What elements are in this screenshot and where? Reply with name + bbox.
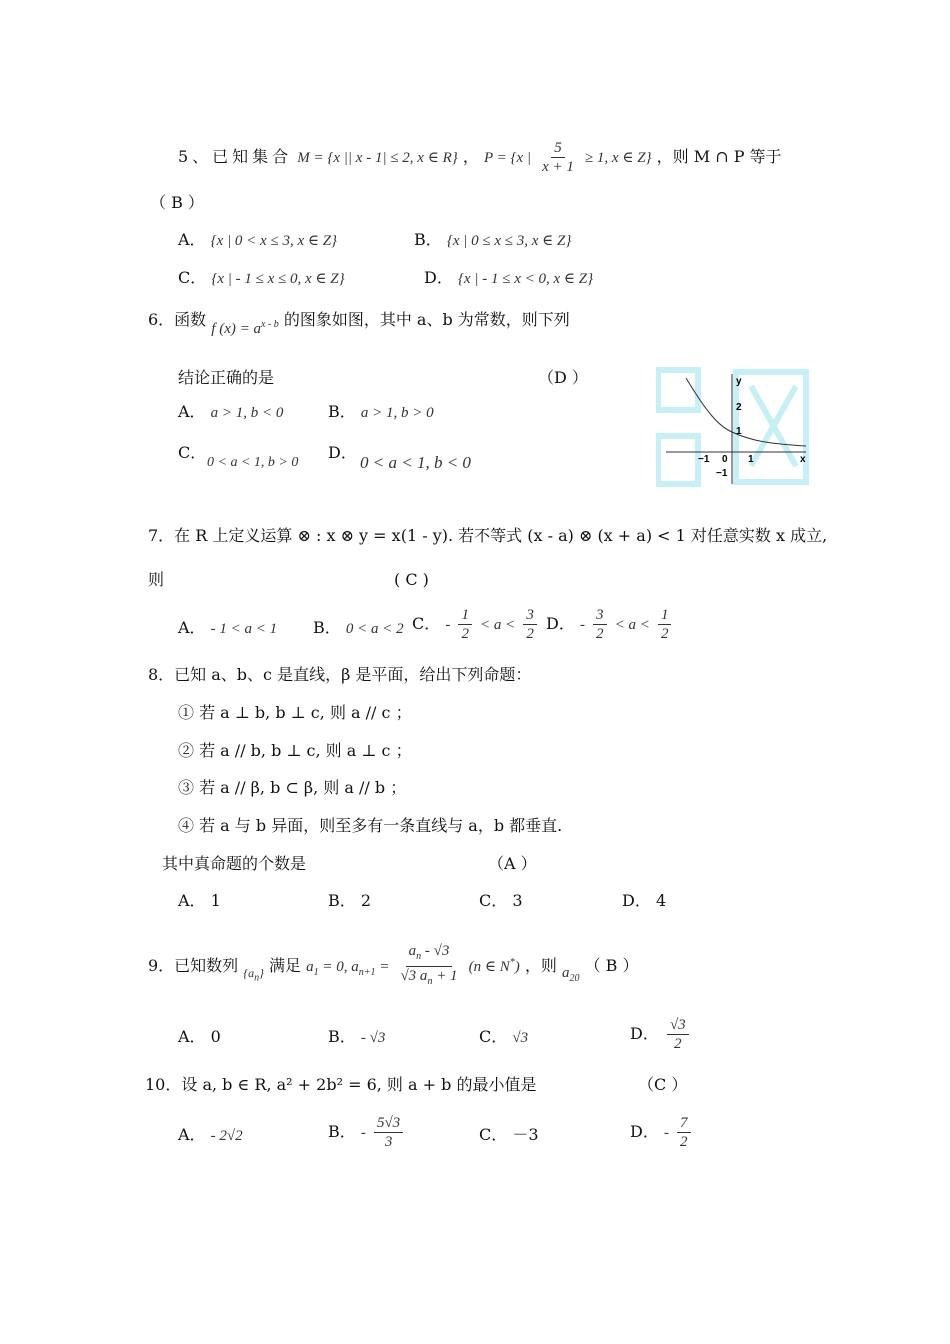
q10-option-c	[479, 1124, 539, 1146]
option-label: A．	[178, 1027, 206, 1046]
q9-den-sub: n	[427, 976, 433, 987]
q5-option-a	[178, 229, 337, 252]
option-sign: -	[445, 617, 451, 633]
q7-option-a	[178, 617, 277, 640]
option-label: D．	[424, 268, 453, 287]
q9-seq-close: }	[259, 966, 264, 980]
option-fraction	[593, 606, 607, 643]
q9-prefix: 9．已知数列	[148, 956, 239, 975]
option-label: C．	[479, 1125, 508, 1144]
q9-num-a: a	[408, 943, 417, 959]
q9-num-rest: - √3	[424, 943, 450, 959]
q9-cond: (n ∈ N	[468, 959, 510, 975]
q10-line: 10．设 a, b ∈ R, a² + 2b² = 6, 则 a + b 的最小值是	[145, 1075, 537, 1094]
option-expr: 0	[210, 1027, 221, 1046]
q9-a1-rest: = 0, a	[322, 959, 359, 975]
option-expr: - 1 < a < 1	[210, 621, 278, 637]
q9-answer: （ B ）	[584, 956, 639, 975]
option-sign: -	[360, 1125, 366, 1141]
q5-option-c	[178, 267, 345, 290]
axis-label-y: y	[736, 376, 742, 387]
option-label: B．	[414, 230, 442, 249]
option-expr: 0 < a < 2	[345, 621, 404, 637]
q10-option-a	[178, 1124, 243, 1147]
watermark-block	[658, 436, 698, 484]
q5-answer: （ B ）	[150, 193, 204, 212]
option-label: C．	[412, 614, 441, 633]
option-expr: a > 1, b < 0	[210, 405, 284, 421]
q6-func-exp: x - b	[260, 319, 279, 330]
frac-den: 2	[680, 1134, 688, 1150]
option-label: B．	[328, 402, 356, 421]
q7-line2: 则	[148, 570, 165, 589]
option-label: D．	[630, 1024, 659, 1043]
q9-cond-sup: *	[509, 957, 515, 968]
q6-option-c-expr: 0 < a < 1, b > 0	[207, 455, 299, 470]
q9-cond-close: )	[514, 959, 520, 975]
q9-initial	[306, 959, 390, 978]
option-label: B．	[328, 891, 356, 910]
frac-den: 2	[526, 626, 534, 642]
q9-option-b	[328, 1026, 385, 1049]
q8-option-d	[622, 890, 666, 912]
q8-option-b	[328, 890, 371, 912]
q6-text: 的图象如图，其中 a、b 为常数，则下列	[283, 310, 570, 329]
q9-eq: =	[379, 959, 390, 975]
option-label: C．	[479, 1027, 508, 1046]
frac-den: 3	[384, 1134, 393, 1150]
q6-func-base: f (x) = a	[211, 321, 261, 337]
q9-a20-sub: 20	[569, 973, 580, 984]
option-fraction	[523, 606, 537, 643]
option-expr: {x | - 1 ≤ x < 0, x ∈ Z}	[457, 271, 594, 287]
tick-x-neg1: −1	[698, 454, 710, 465]
option-expr: 3	[512, 891, 523, 910]
option-label: C．	[178, 268, 207, 287]
q9-den-rest: + 1	[436, 968, 458, 984]
q5-stem	[178, 139, 782, 176]
q10-answer: （C ）	[638, 1075, 688, 1094]
q9-a1: a	[306, 959, 314, 975]
option-label: A．	[178, 618, 206, 637]
q5-option-b	[414, 229, 571, 252]
option-label: B．	[313, 618, 341, 637]
option-fraction	[458, 606, 472, 643]
q9-stem	[148, 942, 639, 991]
q5-option-d	[424, 267, 593, 290]
option-expr: －3	[512, 1125, 539, 1144]
q9-mid: 满足	[269, 956, 302, 975]
q8-option-a	[178, 890, 221, 912]
frac-num: 5√3	[374, 1114, 403, 1133]
watermark-stroke	[751, 386, 796, 466]
frac-num: 1	[458, 606, 472, 625]
q8-option-c	[479, 890, 523, 912]
option-expr: 4	[655, 891, 667, 910]
q5-set-p-prefix: P = {x |	[483, 150, 531, 166]
option-label: A．	[178, 891, 206, 910]
q9-an1-sub: n+1	[358, 967, 376, 978]
frac-den: 2	[461, 626, 469, 642]
option-expr: - 2√2	[210, 1128, 243, 1144]
q9-den-a: √3 a	[400, 968, 428, 984]
frac-num: 1	[658, 606, 672, 625]
option-expr: {x | 0 ≤ x ≤ 3, x ∈ Z}	[446, 233, 572, 249]
q7-option-c	[412, 606, 540, 643]
q5-set-m: M = {x || x - 1| ≤ 2, x ∈ R}	[297, 150, 458, 166]
watermark-block	[658, 370, 698, 410]
q9-then: ，则	[524, 956, 557, 975]
tick-y-neg1: −1	[716, 468, 728, 479]
q9-option-a	[178, 1026, 221, 1048]
option-label: D．	[546, 614, 575, 633]
option-label: B．	[328, 1027, 356, 1046]
q9-recurrence-fraction	[397, 942, 460, 991]
option-expr: {x | - 1 ≤ x ≤ 0, x ∈ Z}	[211, 271, 345, 287]
q9-num-sub: n	[416, 951, 422, 962]
q10-option-b	[328, 1114, 406, 1151]
tick-y-1: 1	[736, 426, 742, 437]
q6-option-c-label: C．	[178, 443, 207, 462]
option-fraction	[374, 1114, 403, 1151]
q10-option-d	[630, 1114, 694, 1151]
option-label: A．	[178, 402, 206, 421]
frac-num: 7	[677, 1114, 691, 1133]
q8-item-3: ③ 若 a // β, b ⊂ β, 则 a // b ；	[178, 778, 407, 797]
option-expr: 2	[360, 891, 372, 910]
q5-set-p-suffix: ≥ 1, x ∈ Z}	[584, 150, 652, 166]
q5-set-p-fraction	[539, 139, 577, 176]
q9-option-c	[479, 1026, 528, 1049]
q8-item-1: ① 若 a ⊥ b, b ⊥ c, 则 a // c ；	[178, 703, 412, 722]
option-sign: -	[663, 1125, 669, 1141]
q8-item-2: ② 若 a // b, b ⊥ c, 则 a ⊥ c ；	[178, 741, 412, 760]
option-fraction	[677, 1114, 691, 1151]
q6-option-d-expr: 0 < a < 1, b < 0	[360, 453, 471, 472]
q5-ask: ，则 M ∩ P 等于	[656, 147, 782, 166]
q6-answer: （D ）	[538, 368, 588, 387]
q9-a1-sub: 1	[313, 967, 319, 978]
frac-den: 2	[596, 626, 604, 642]
q9-condition	[469, 959, 520, 975]
q6-line2: 结论正确的是	[178, 368, 275, 387]
q8-line1: 8．已知 a、b、c 是直线，β 是平面，给出下列命题：	[148, 665, 532, 684]
q7-line1: 7．在 R 上定义运算 ⊗ : x ⊗ y = x(1 - y). 若不等式 (x - a) ⊗ (x + a) < 1 对任意实数 x 成立,	[148, 526, 828, 545]
option-fraction	[667, 1016, 689, 1053]
q6-number: 6．函数	[148, 310, 207, 329]
q8-conclusion: 其中真命题的个数是	[162, 854, 307, 873]
q6-stem	[148, 306, 570, 337]
option-relation: < a <	[480, 617, 516, 633]
q9-seq-sub: n	[254, 972, 260, 984]
frac-num: 3	[593, 606, 607, 625]
option-expr: √3	[512, 1030, 529, 1046]
option-label: D．	[630, 1122, 659, 1141]
option-expr: a > 1, b > 0	[360, 405, 434, 421]
q9-seq-open: {a	[243, 966, 255, 980]
q6-function-graph	[656, 366, 811, 490]
axis-label-x: x	[800, 454, 806, 465]
q9-a20	[561, 965, 580, 984]
q9-option-d	[630, 1016, 692, 1053]
tick-x-1: 1	[748, 454, 754, 465]
frac-num: 3	[523, 606, 537, 625]
frac-den: 2	[674, 1036, 682, 1052]
q7-option-b	[313, 617, 404, 640]
option-sign: -	[579, 617, 585, 633]
frac-den: 2	[660, 626, 669, 642]
q9-sequence	[243, 966, 264, 984]
q9-frac-den	[397, 967, 460, 991]
curve-exponential	[686, 378, 806, 446]
q6-function	[211, 321, 278, 337]
tick-origin: 0	[722, 454, 728, 465]
q7-option-d	[546, 606, 674, 643]
option-label: B．	[328, 1122, 356, 1141]
option-label: D．	[622, 891, 651, 910]
option-expr: {x | 0 < x ≤ 3, x ∈ Z}	[210, 233, 338, 249]
q9-frac-num	[406, 942, 453, 967]
q5-separator: ，	[462, 147, 479, 166]
option-label: A．	[178, 1125, 206, 1144]
option-expr: - √3	[360, 1030, 386, 1046]
q6-option-d-label: D．	[328, 443, 357, 462]
q9-a20-base: a	[561, 965, 570, 981]
option-label: A．	[178, 230, 206, 249]
q8-item-4: ④ 若 a 与 b 异面，则至多有一条直线与 a，b 都垂直.	[178, 816, 563, 835]
option-expr: 1	[210, 891, 221, 910]
option-label: C．	[479, 891, 508, 910]
q5-number: 5、已知集合	[178, 147, 293, 166]
q5-frac-den: x + 1	[542, 159, 574, 175]
tick-y-2: 2	[736, 402, 742, 413]
q5-frac-num: 5	[551, 139, 565, 158]
q7-answer: ( C )	[394, 570, 429, 589]
option-fraction	[658, 606, 672, 643]
q6-option-b	[328, 401, 434, 424]
q8-answer: （A ）	[488, 854, 537, 873]
option-relation: < a <	[614, 617, 650, 633]
frac-num: √3	[667, 1016, 689, 1035]
q6-option-a	[178, 401, 283, 424]
